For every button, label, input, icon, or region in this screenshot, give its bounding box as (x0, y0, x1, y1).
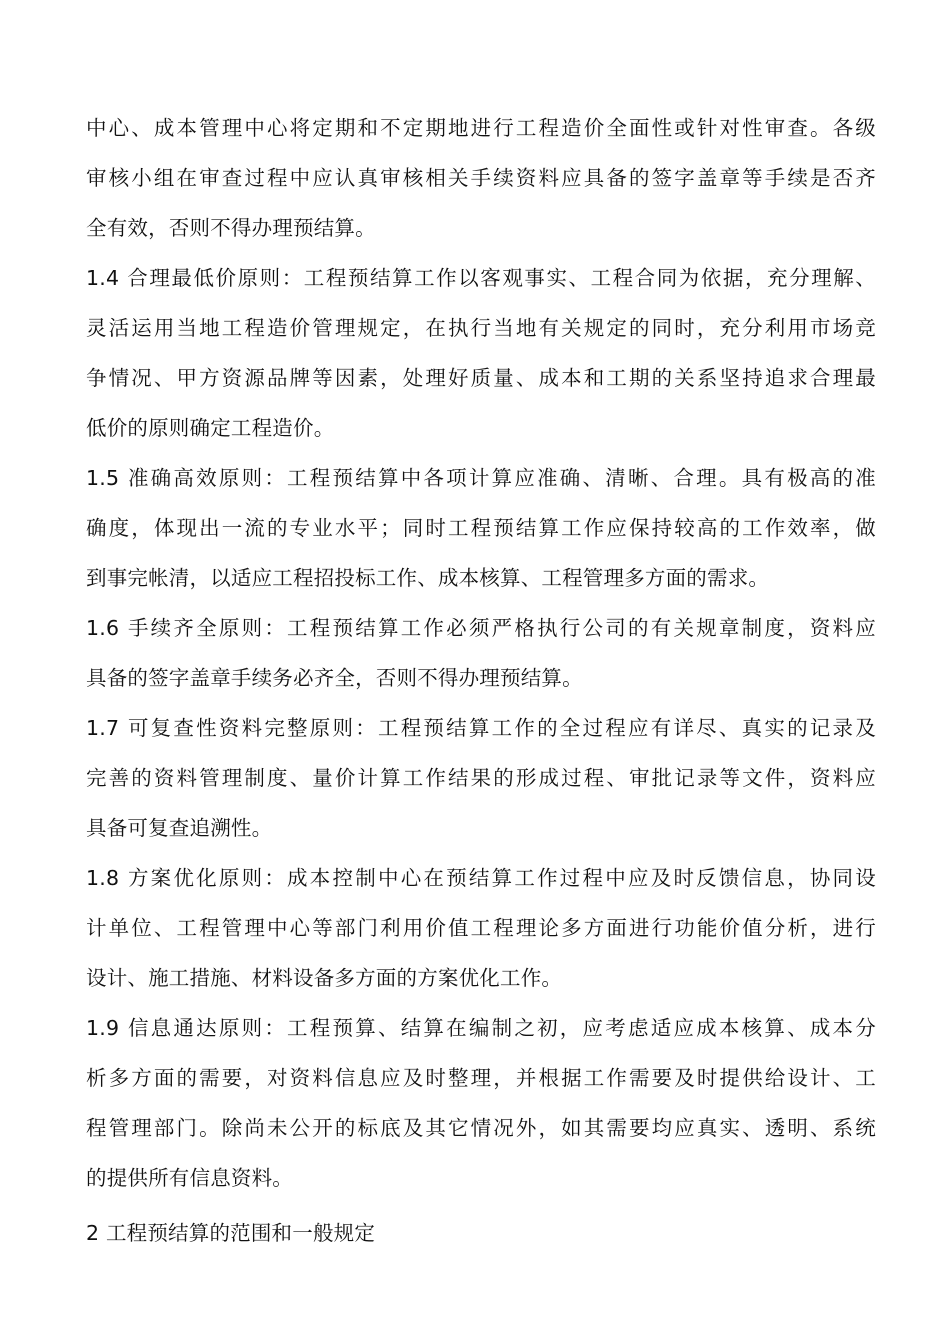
body-text-line: 完善的资料管理制度、量价计算工作结果的形成过程、审批记录等文件，资料应 (86, 766, 876, 790)
body-text-line: 中心、成本管理中心将定期和不定期地进行工程造价全面性或针对性审查。各级 (86, 116, 876, 140)
section-1-7-line: 1.7 可复查性资料完整原则：工程预结算工作的全过程应有详尽、真实的记录及 (86, 716, 876, 740)
body-text-line: 审核小组在审查过程中应认真审核相关手续资料应具备的签字盖章等手续是否齐 (86, 166, 876, 190)
body-text-line: 确度，体现出一流的专业水平；同时工程预结算工作应保持较高的工作效率，做 (86, 516, 876, 540)
body-text-line: 到事完帐清，以适应工程招投标工作、成本核算、工程管理多方面的需求。 (86, 566, 770, 590)
section-1-4-line: 1.4 合理最低价原则：工程预结算工作以客观事实、工程合同为依据，充分理解、 (86, 266, 876, 290)
section-1-8-line: 1.8 方案优化原则：成本控制中心在预结算工作过程中应及时反馈信息，协同设 (86, 866, 876, 890)
section-2-heading: 2 工程预结算的范围和一般规定 (86, 1221, 376, 1245)
body-text-line: 低价的原则确定工程造价。 (86, 416, 335, 440)
body-text-line: 争情况、甲方资源品牌等因素，处理好质量、成本和工期的关系坚持追求合理最 (86, 366, 876, 390)
body-text-line: 程管理部门。除尚未公开的标底及其它情况外，如其需要均应真实、透明、系统 (86, 1116, 876, 1140)
body-text-line: 析多方面的需要，对资料信息应及时整理，并根据工作需要及时提供给设计、工 (86, 1066, 876, 1090)
body-text-line: 的提供所有信息资料。 (86, 1166, 293, 1190)
body-text-line: 计单位、工程管理中心等部门利用价值工程理论多方面进行功能价值分析，进行 (86, 916, 876, 940)
body-text-line: 全有效，否则不得办理预结算。 (86, 216, 376, 240)
body-text-line: 具备可复查追溯性。 (86, 816, 273, 840)
body-text-line: 设计、施工措施、材料设备多方面的方案优化工作。 (86, 966, 563, 990)
section-1-6-line: 1.6 手续齐全原则：工程预结算工作必须严格执行公司的有关规章制度，资料应 (86, 616, 876, 640)
body-text-line: 具备的签字盖章手续务必齐全，否则不得办理预结算。 (86, 666, 583, 690)
body-text-line: 灵活运用当地工程造价管理规定，在执行当地有关规定的同时，充分利用市场竞 (86, 316, 876, 340)
section-1-9-line: 1.9 信息通达原则：工程预算、结算在编制之初，应考虑适应成本核算、成本分 (86, 1016, 876, 1040)
section-1-5-line: 1.5 准确高效原则：工程预结算中各项计算应准确、清晰、合理。具有极高的准 (86, 466, 876, 490)
